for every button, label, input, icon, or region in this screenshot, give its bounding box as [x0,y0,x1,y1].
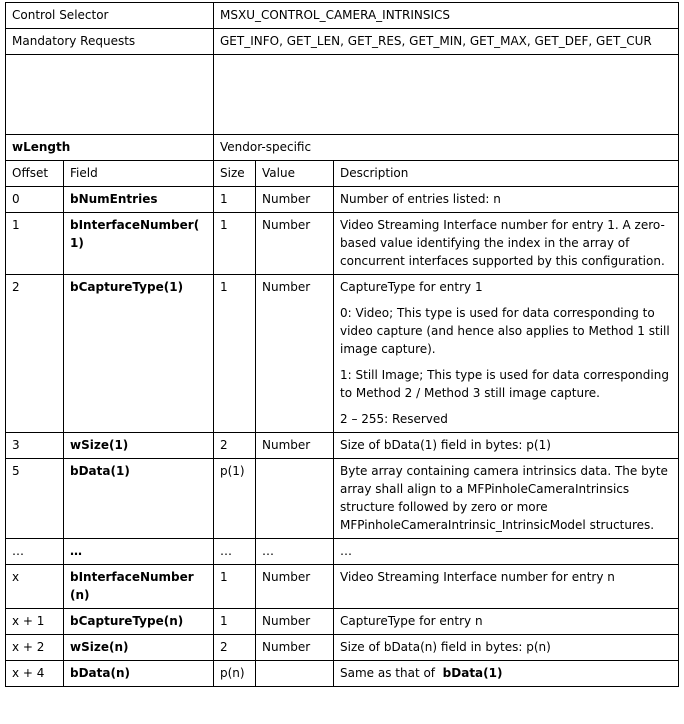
field-cell: … [64,539,214,565]
offset-cell: 3 [6,433,64,459]
offset-cell: x + 1 [6,609,64,635]
field-cell: bCaptureType(n) [64,609,214,635]
description-cell [334,609,679,635]
size-cell: p(1) [214,459,256,539]
control-selector-value: MSXU_CONTROL_CAMERA_INTRINSICS [214,3,679,29]
description-text: CaptureType for entry n [340,614,483,628]
value-cell: Number [256,609,334,635]
description-text: Video Streaming Interface number for entry 1. A zero-based value identifying the index in the array of concurrent interfaces supported by this configuration. [340,218,665,268]
description-text: Byte array containing camera intrinsics data. The byte array shall align to a MFPinholeCameraIntrinsics structure followed by zero or more MFPinholeCameraIntrinsic_IntrinsicModel structures. [340,464,668,532]
column-header-offset: Offset [6,161,64,187]
column-header-size: Size [214,161,256,187]
description-cell [334,213,679,275]
wlength-row [6,135,679,161]
value-cell [256,661,334,687]
column-header-field: Field [64,161,214,187]
value-cell: Number [256,565,334,609]
offset-cell: 1 [6,213,64,275]
description-text: Size of bData(1) field in bytes: p(1) [340,438,551,452]
size-cell: 1 [214,609,256,635]
table-row [6,635,679,661]
mandatory-requests-value: GET_INFO, GET_LEN, GET_RES, GET_MIN, GET_MAX, GET_DEF, GET_CUR [214,29,679,55]
control-selector-row [6,3,679,29]
table-row [6,213,679,275]
description-text: … [340,544,352,558]
description-text: 0: Video; This type is used for data corresponding to video capture (and hence also applies to Method 1 still image capture). [340,306,670,356]
table-row [6,539,679,565]
description-cell [334,187,679,213]
size-cell: 1 [214,213,256,275]
value-cell: Number [256,275,334,433]
description-text: 2 – 255: Reserved [340,412,448,426]
offset-cell: x + 4 [6,661,64,687]
description-text: Size of bData(n) field in bytes: p(n) [340,640,551,654]
table-row [6,433,679,459]
empty-cell-left [6,55,214,135]
description-cell [334,635,679,661]
empty-row [6,55,679,135]
field-cell: wSize(n) [64,635,214,661]
description-cell [334,661,679,687]
value-cell: Number [256,433,334,459]
offset-cell: x [6,565,64,609]
column-header-value: Value [256,161,334,187]
description-text: Video Streaming Interface number for entry n [340,570,615,584]
control-spec-table [5,2,679,687]
table-row [6,275,679,433]
wlength-value: Vendor-specific [214,135,679,161]
description-text: 1: Still Image; This type is used for data corresponding to Method 2 / Method 3 still image capture. [340,368,669,400]
table-row [6,459,679,539]
field-cell: wSize(1) [64,433,214,459]
description-text: Same as that of [340,666,436,680]
table-row [6,661,679,687]
value-cell [256,459,334,539]
size-cell: … [214,539,256,565]
description-reference: bData(1) [442,666,503,680]
description-text: CaptureType for entry 1 [340,280,483,294]
empty-cell-right [214,55,679,135]
field-cell: bData(1) [64,459,214,539]
value-cell: Number [256,213,334,275]
field-cell: bInterfaceNumber(1) [64,213,214,275]
size-cell: 2 [214,635,256,661]
size-cell: 1 [214,565,256,609]
description-cell [334,539,679,565]
offset-cell: 5 [6,459,64,539]
control-selector-label: Control Selector [6,3,214,29]
table-row [6,609,679,635]
column-header-description: Description [334,161,679,187]
size-cell: 1 [214,275,256,433]
offset-cell: 2 [6,275,64,433]
description-cell [334,565,679,609]
description-cell [334,433,679,459]
offset-cell: 0 [6,187,64,213]
description-cell [334,275,679,433]
size-cell: 1 [214,187,256,213]
offset-cell: x + 2 [6,635,64,661]
value-cell: … [256,539,334,565]
value-cell: Number [256,187,334,213]
field-cell: bData(n) [64,661,214,687]
size-cell: p(n) [214,661,256,687]
field-cell: bInterfaceNumber (n) [64,565,214,609]
description-text: Number of entries listed: n [340,192,501,206]
column-header-row [6,161,679,187]
mandatory-requests-label: Mandatory Requests [6,29,214,55]
field-cell: bCaptureType(1) [64,275,214,433]
table-row [6,565,679,609]
wlength-label: wLength [6,135,214,161]
mandatory-requests-row [6,29,679,55]
table-row [6,187,679,213]
offset-cell: … [6,539,64,565]
value-cell: Number [256,635,334,661]
description-cell [334,459,679,539]
field-cell: bNumEntries [64,187,214,213]
size-cell: 2 [214,433,256,459]
